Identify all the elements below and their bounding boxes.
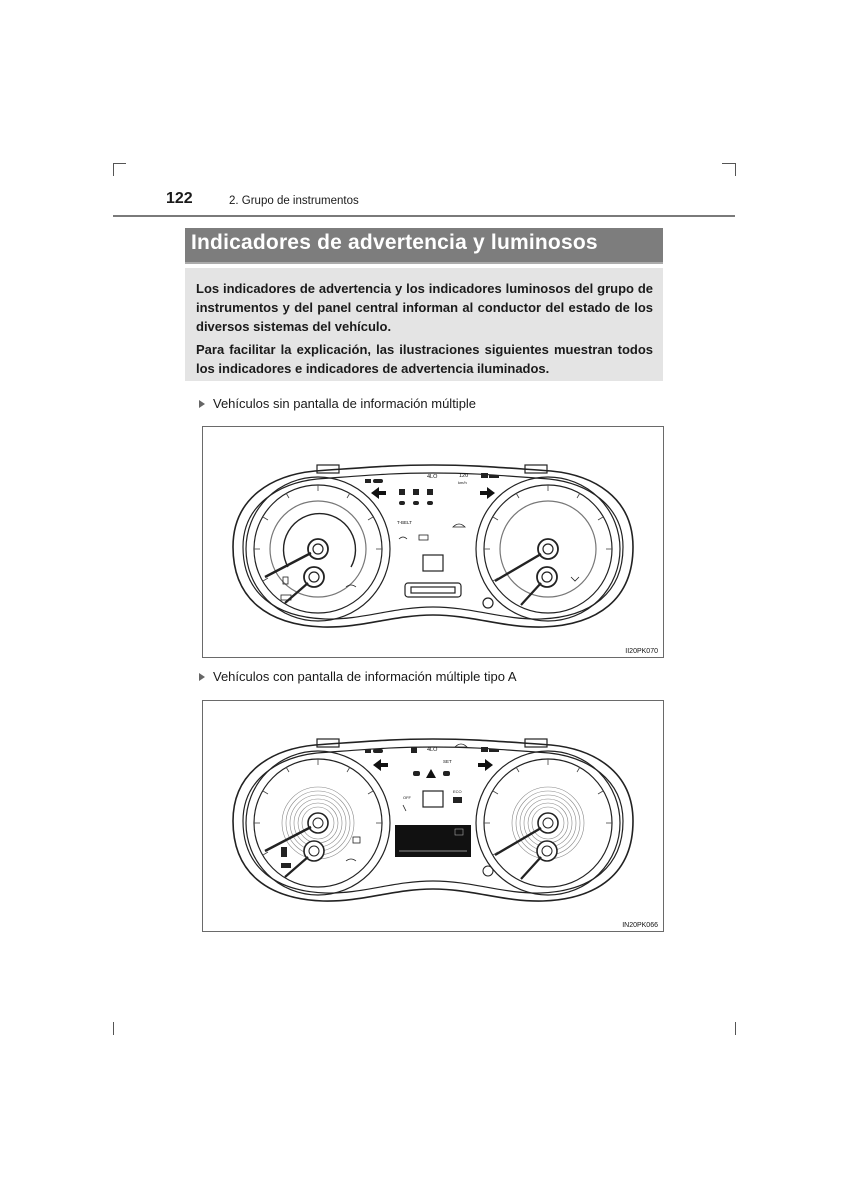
figure-caption-text: Vehículos con pantalla de información múltiple tipo A	[213, 669, 517, 684]
figure-caption	[199, 396, 476, 411]
instrument-cluster-figure	[202, 426, 664, 658]
crop-mark	[722, 163, 735, 164]
eco-label: ECO	[453, 789, 462, 794]
instrument-cluster-figure	[202, 700, 664, 932]
header-rule	[113, 215, 735, 217]
off-label: OFF	[403, 795, 411, 800]
figure-caption-text: Vehículos sin pantalla de información múltiple	[213, 396, 477, 411]
figure-code: II20PK070	[625, 648, 658, 655]
figure-code: IN20PK066	[622, 922, 658, 929]
crop-mark	[735, 1022, 736, 1035]
section-title-bar	[185, 228, 663, 264]
speed-label: 120	[459, 473, 469, 479]
bullet-arrow-icon	[199, 673, 205, 681]
page-number: 122	[166, 190, 193, 207]
intro-paragraph: Para facilitar la explicación, las ilustraciones siguientes muestran todos los indicadores e indicadores de advertencia iluminados.	[196, 342, 653, 376]
bullet-arrow-icon	[199, 400, 205, 408]
warning-triangle-icon	[426, 769, 436, 778]
crop-mark	[113, 1022, 114, 1035]
figure-caption	[199, 669, 517, 684]
fourlo-label: 4LO	[427, 747, 438, 753]
instrument-cluster-drawing	[203, 701, 663, 931]
crop-mark	[113, 163, 126, 164]
intro-paragraph: Los indicadores de advertencia y los indicadores luminosos del grupo de instrumentos y del panel central informan al conductor del estado de los diversos sistemas del vehículo.	[196, 281, 653, 334]
crop-mark	[735, 163, 736, 176]
intro-box	[185, 268, 663, 381]
set-label: SET	[443, 759, 452, 764]
turn-signal-right-icon	[478, 759, 493, 771]
instrument-cluster-drawing	[203, 427, 663, 657]
turn-signal-left-icon	[371, 487, 386, 499]
fourlo-label: 4LO	[427, 474, 438, 480]
turn-signal-left-icon	[373, 759, 388, 771]
kmh-label: km/h	[458, 480, 467, 485]
turn-signal-right-icon	[480, 487, 495, 499]
crop-mark	[113, 163, 114, 176]
tbelt-label: T-BELT	[397, 520, 412, 525]
chapter-title: 2. Grupo de instrumentos	[229, 195, 359, 207]
multi-info-display	[395, 825, 471, 857]
section-title: Indicadores de advertencia y luminosos	[191, 231, 598, 254]
